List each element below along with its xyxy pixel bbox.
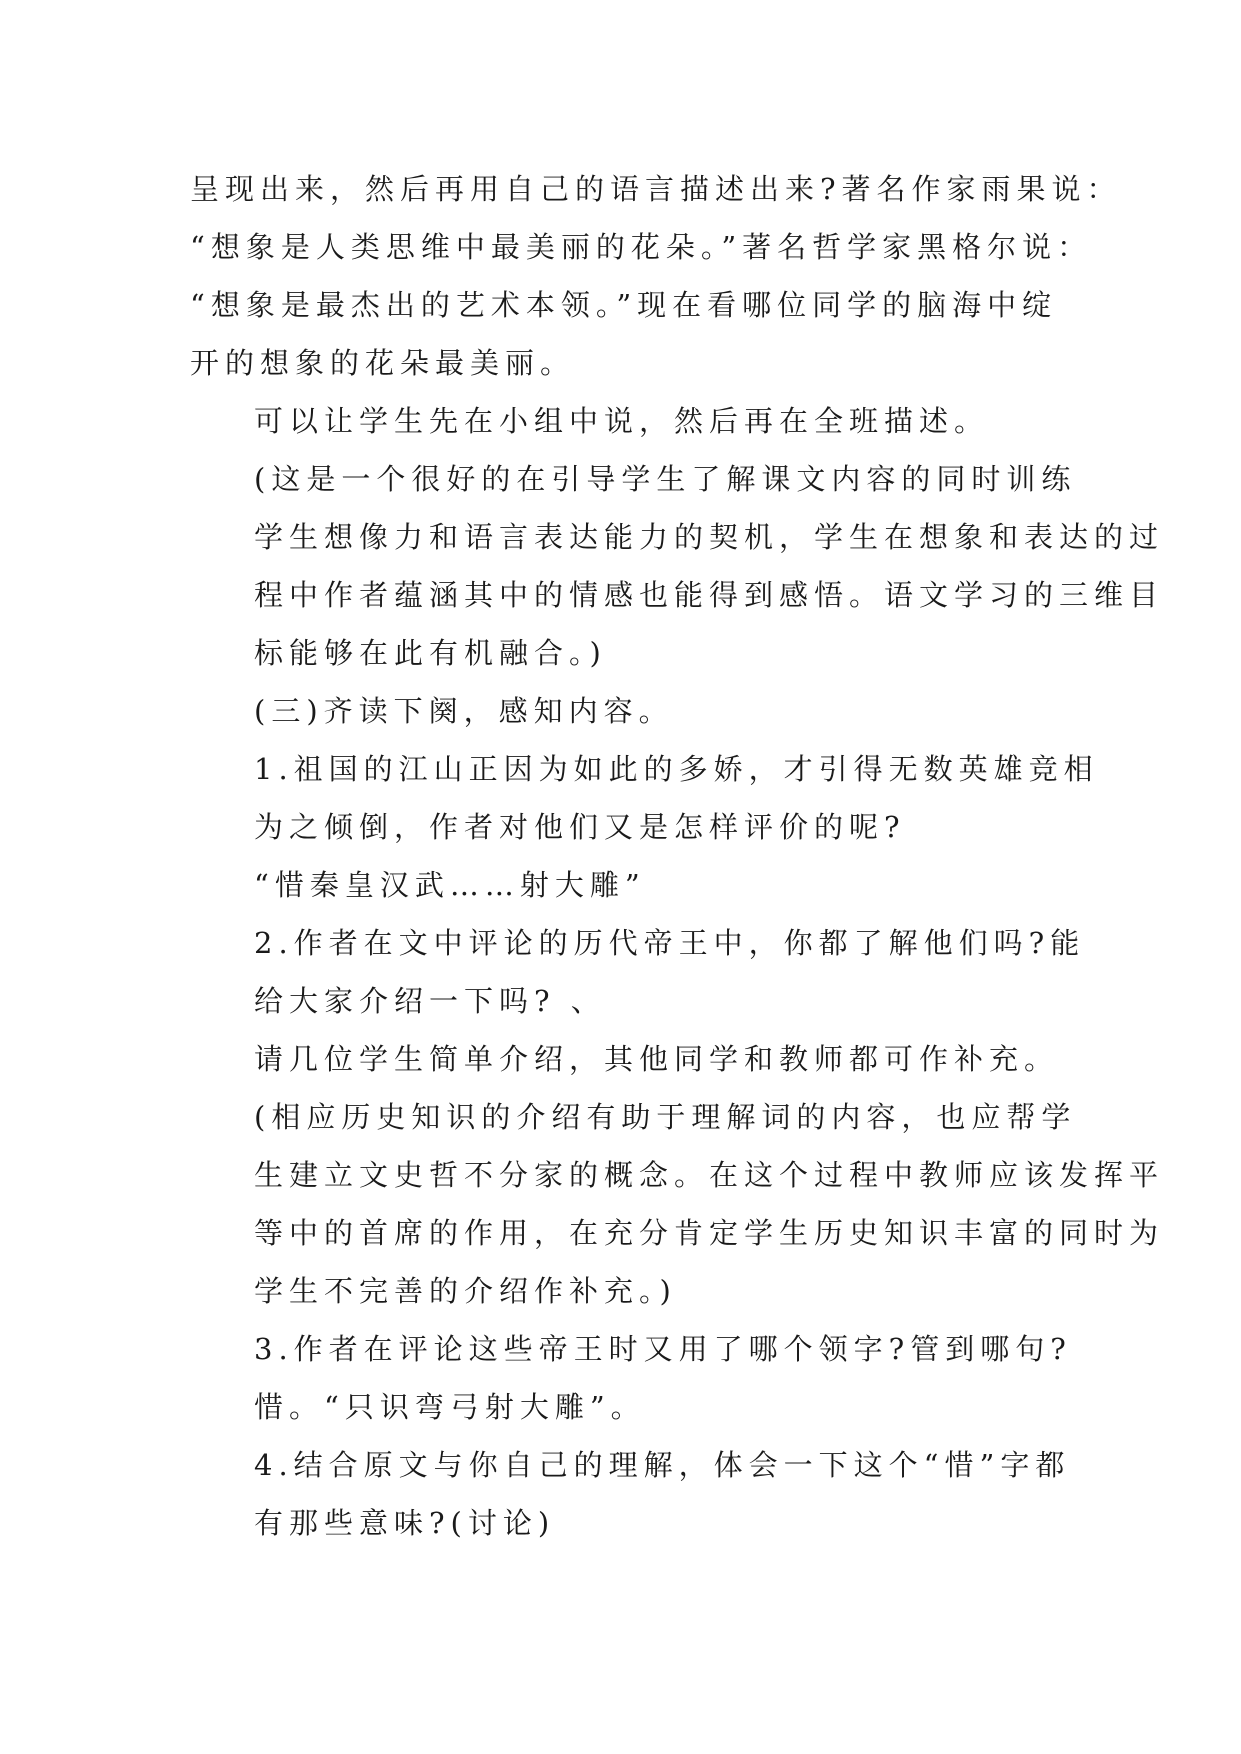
paragraph [190, 856, 1070, 914]
text-line: “想象是人类思维中最美丽的花朵。”著名哲学家黑格尔说： [190, 230, 1093, 264]
text-line: 等中的首席的作用，在充分肯定学生历史知识丰富的同时为 [254, 1216, 1165, 1250]
paragraph [190, 1088, 1165, 1320]
text-line: 为之倾倒，作者对他们又是怎样评价的呢? [254, 810, 906, 844]
text-line: “想象是最杰出的艺术本领。”现在看哪位同学的脑海中绽 [190, 288, 1058, 322]
text-line: 给大家介绍一下吗? 、 [254, 984, 606, 1018]
paragraph [190, 1320, 1070, 1378]
paragraph [190, 392, 1070, 450]
document-body [190, 160, 1165, 1552]
paragraph [190, 450, 1165, 682]
text-line: “惜秦皇汉武……射大雕” [254, 868, 646, 902]
text-line: 学生想像力和语言表达能力的契机，学生在想象和表达的过 [254, 520, 1165, 554]
paragraph [190, 1436, 1070, 1552]
text-line: 程中作者蕴涵其中的情感也能得到感悟。语文学习的三维目 [254, 578, 1165, 612]
text-line: 3.作者在评论这些帝王时又用了哪个领字?管到哪句? [254, 1332, 1072, 1366]
text-line: (这是一个很好的在引导学生了解课文内容的同时训练 [254, 462, 1077, 496]
text-line: (相应历史知识的介绍有助于理解词的内容，也应帮学 [254, 1100, 1077, 1134]
text-line: 2.作者在文中评论的历代帝王中，你都了解他们吗?能 [254, 926, 1086, 960]
text-line: 4.结合原文与你自己的理解，体会一下这个“惜”字都 [254, 1448, 1071, 1482]
paragraph [190, 740, 1099, 856]
text-line: 请几位学生简单介绍，其他同学和教师都可作补充。 [254, 1042, 1060, 1076]
paragraph [190, 682, 1070, 740]
paragraph [190, 1030, 1070, 1088]
text-line: 标能够在此有机融合。) [254, 636, 607, 670]
text-line: 可以让学生先在小组中说，然后再在全班描述。 [254, 404, 990, 438]
text-line: 有那些意味?(讨论) [254, 1506, 556, 1540]
text-line: 惜。“只识弯弓射大雕”。 [254, 1390, 646, 1424]
text-line: 1.祖国的江山正因为如此的多娇，才引得无数英雄竞相 [254, 752, 1099, 786]
text-line: 生建立文史哲不分家的概念。在这个过程中教师应该发挥平 [254, 1158, 1165, 1192]
paragraph [190, 160, 1122, 392]
paragraph [190, 1378, 1070, 1436]
paragraph [190, 914, 1086, 1030]
text-line: 呈现出来，然后再用自己的语言描述出来?著名作家雨果说： [190, 172, 1122, 206]
text-line: 开的想象的花朵最美丽。 [190, 346, 576, 380]
text-line: 学生不完善的介绍作补充。) [254, 1274, 677, 1308]
text-line: (三)齐读下阕，感知内容。 [254, 694, 674, 728]
